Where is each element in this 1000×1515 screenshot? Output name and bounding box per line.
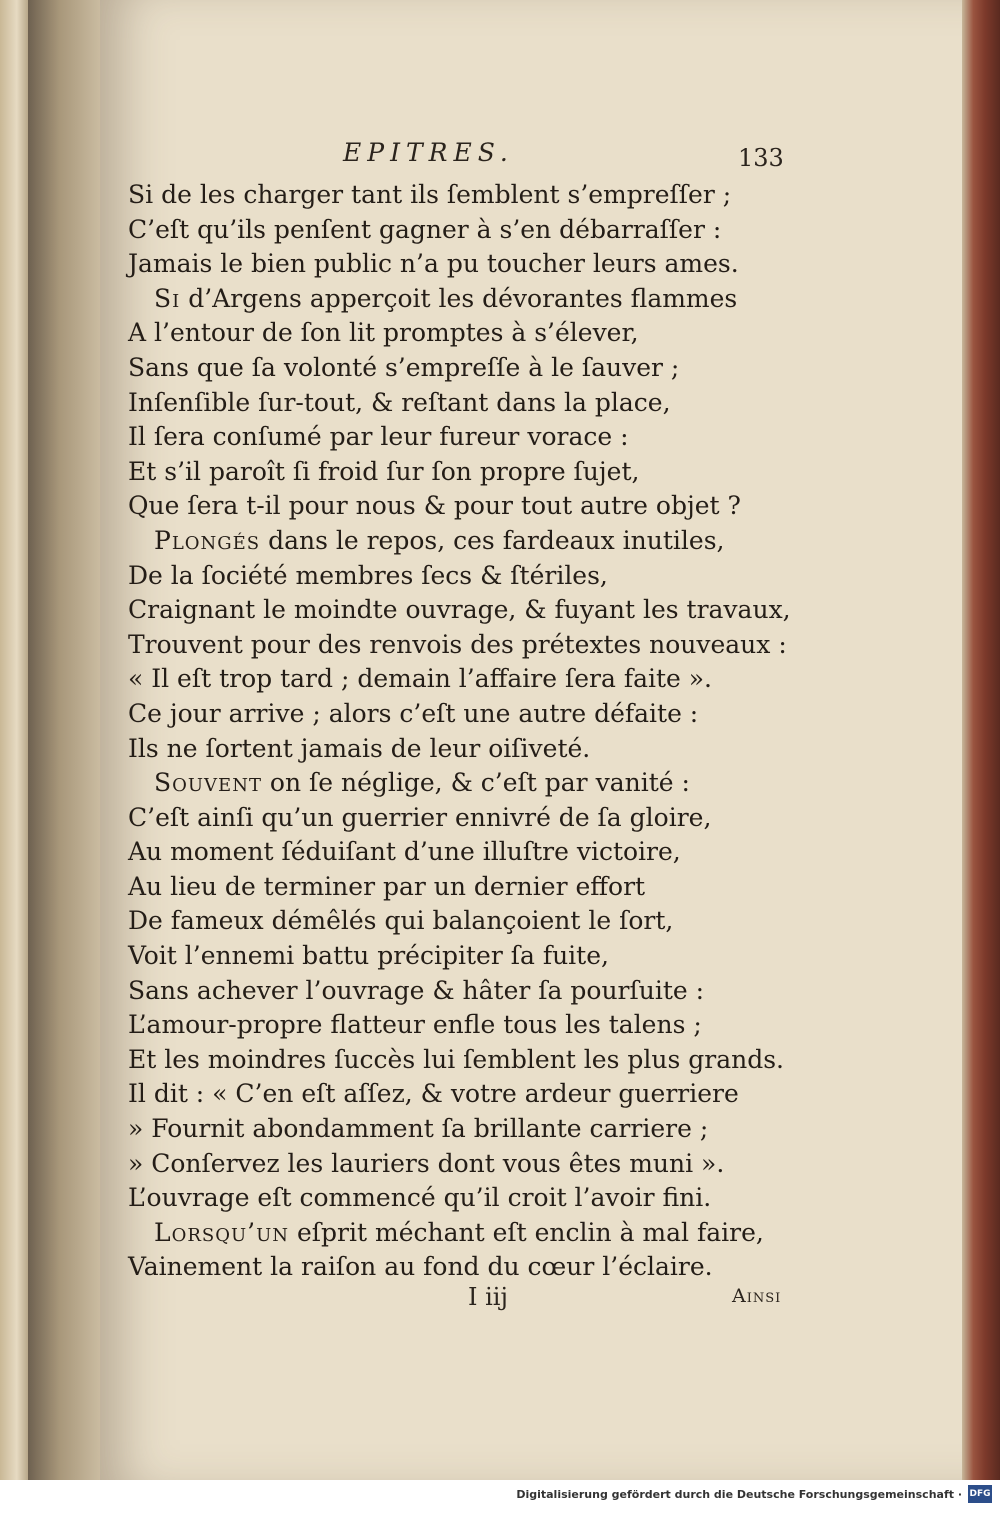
poem-line-text: L’ouvrage eſt commencé qu’il croit l’avoir fini.: [128, 1183, 712, 1213]
poem-line: [128, 628, 848, 663]
poem-line-text: » Fournit abondamment ſa brillante carriere ;: [128, 1114, 709, 1144]
page-fore-edge: [962, 0, 1000, 1480]
catchword: Ainsi: [732, 1285, 782, 1307]
poem-line-text: Si de les charger tant ils ſemblent s’empreſſer ;: [128, 180, 732, 209]
poem-line-text: Sans achever l’ouvrage & hâter ſa pourſuite :: [128, 975, 705, 1005]
poem-line-text: Ils ne ſortent jamais de leur oiſiveté.: [128, 733, 591, 763]
poem-line: [128, 1112, 848, 1147]
poem-line-text: Il ſera conſumé par leur fureur vorace :: [128, 422, 629, 452]
small-caps-lead: Lorsqu’un: [154, 1217, 290, 1247]
poem-line: [128, 1250, 848, 1285]
page-number: 133: [738, 144, 784, 172]
poem-line-text: Vainement la raiſon au fond du cœur l’éclaire.: [128, 1252, 713, 1282]
poem-line: [128, 870, 848, 905]
poem-line: [128, 904, 848, 939]
poem-text: [128, 178, 848, 1285]
poem-line: [128, 939, 848, 974]
poem-line-text: C’eſt ainſi qu’un guerrier ennivré de ſa gloire,: [128, 802, 712, 832]
poem-line-text: Trouvent pour des renvois des prétextes nouveaux :: [128, 629, 787, 659]
poem-line-text: De la ſociété membres ſecs & ſtériles,: [128, 560, 608, 590]
poem-line-text: « Il eſt trop tard ; demain l’affaire ſera faite ».: [128, 664, 713, 694]
poem-line-text: A l’entour de ſon lit promptes à s’élever,: [128, 318, 639, 348]
poem-line: [128, 524, 848, 559]
small-caps-lead: Si: [154, 283, 181, 313]
poem-line-text: Jamais le bien public n’a pu toucher leurs ames.: [128, 249, 739, 279]
poem-line: [128, 247, 848, 282]
poem-line: [128, 386, 848, 421]
small-caps-lead: Souvent: [154, 768, 262, 798]
poem-line: [128, 213, 848, 248]
poem-line-text: Ce jour arrive ; alors c’eſt une autre défaite :: [128, 698, 699, 728]
poem-line: [128, 974, 848, 1009]
poem-line: [128, 835, 848, 870]
poem-line: [128, 351, 848, 386]
poem-line: [128, 420, 848, 455]
small-caps-lead: Plongés: [154, 525, 261, 555]
poem-line: [128, 766, 848, 801]
signature-mark: I iij: [468, 1283, 508, 1311]
poem-line: [128, 732, 848, 767]
poem-line-text: » Conſervez les lauriers dont vous êtes muni ».: [128, 1148, 725, 1178]
poem-line: [128, 801, 848, 836]
poem-line-text: dans le repos, ces fardeaux inutiles,: [260, 525, 725, 555]
poem-line: [128, 1077, 848, 1112]
poem-line: [128, 593, 848, 628]
poem-line: [128, 178, 848, 213]
poem-line-text: Il dit : « C’en eſt aſſez, & votre ardeur guerriere: [128, 1079, 739, 1109]
dfg-logo: DFG: [968, 1485, 992, 1503]
poem-line-text: Que ſera t-il pour nous & pour tout autre objet ?: [128, 491, 741, 521]
poem-line: [128, 1181, 848, 1216]
poem-line-text: Craignant le moindte ouvrage, & fuyant les travaux,: [128, 595, 791, 625]
poem-line-text: on ſe néglige, & c’eſt par vanité :: [261, 768, 690, 798]
poem-line-text: Et les moindres ſuccès lui ſemblent les plus grands.: [128, 1044, 784, 1074]
poem-line: [128, 1147, 848, 1182]
poem-line-text: Voit l’ennemi battu précipiter ſa fuite,: [128, 941, 609, 971]
funding-credit: Digitalisierung gefördert durch die Deutsche Forschungsgemeinschaft ·: [516, 1488, 962, 1501]
poem-line: [128, 559, 848, 594]
poem-line: [128, 1043, 848, 1078]
poem-line-text: Sans que ſa volonté s’empreſſe à le ſauver ;: [128, 352, 680, 382]
facing-page-edge: [0, 0, 28, 1480]
poem-line: [128, 282, 848, 317]
poem-line: [128, 455, 848, 490]
poem-line-text: Inſenſible ſur-tout, & reſtant dans la place,: [128, 387, 671, 417]
poem-line-text: De fameux démêlés qui balançoient le ſort,: [128, 906, 674, 936]
poem-line: [128, 662, 848, 697]
running-head: EPITRES.: [343, 138, 514, 167]
poem-line-text: Et s’il paroît ſi froid ſur ſon propre ſujet,: [128, 456, 640, 486]
poem-line-text: Au lieu de terminer par un dernier effort: [128, 871, 646, 901]
poem-line: [128, 316, 848, 351]
poem-line-text: eſprit méchant eſt enclin à mal faire,: [289, 1217, 764, 1247]
poem-line-text: d’Argens apperçoit les dévorantes flammes: [180, 283, 738, 313]
poem-line: [128, 1008, 848, 1043]
poem-line: [128, 1216, 848, 1251]
poem-line-text: Au moment ſéduiſant d’une illuſtre victoire,: [128, 837, 681, 867]
poem-line-text: C’eſt qu’ils penſent gagner à s’en débarraſſer :: [128, 214, 722, 244]
poem-line-text: L’amour-propre flatteur enfle tous les talens ;: [128, 1010, 702, 1040]
poem-line: [128, 697, 848, 732]
poem-line: [128, 489, 848, 524]
